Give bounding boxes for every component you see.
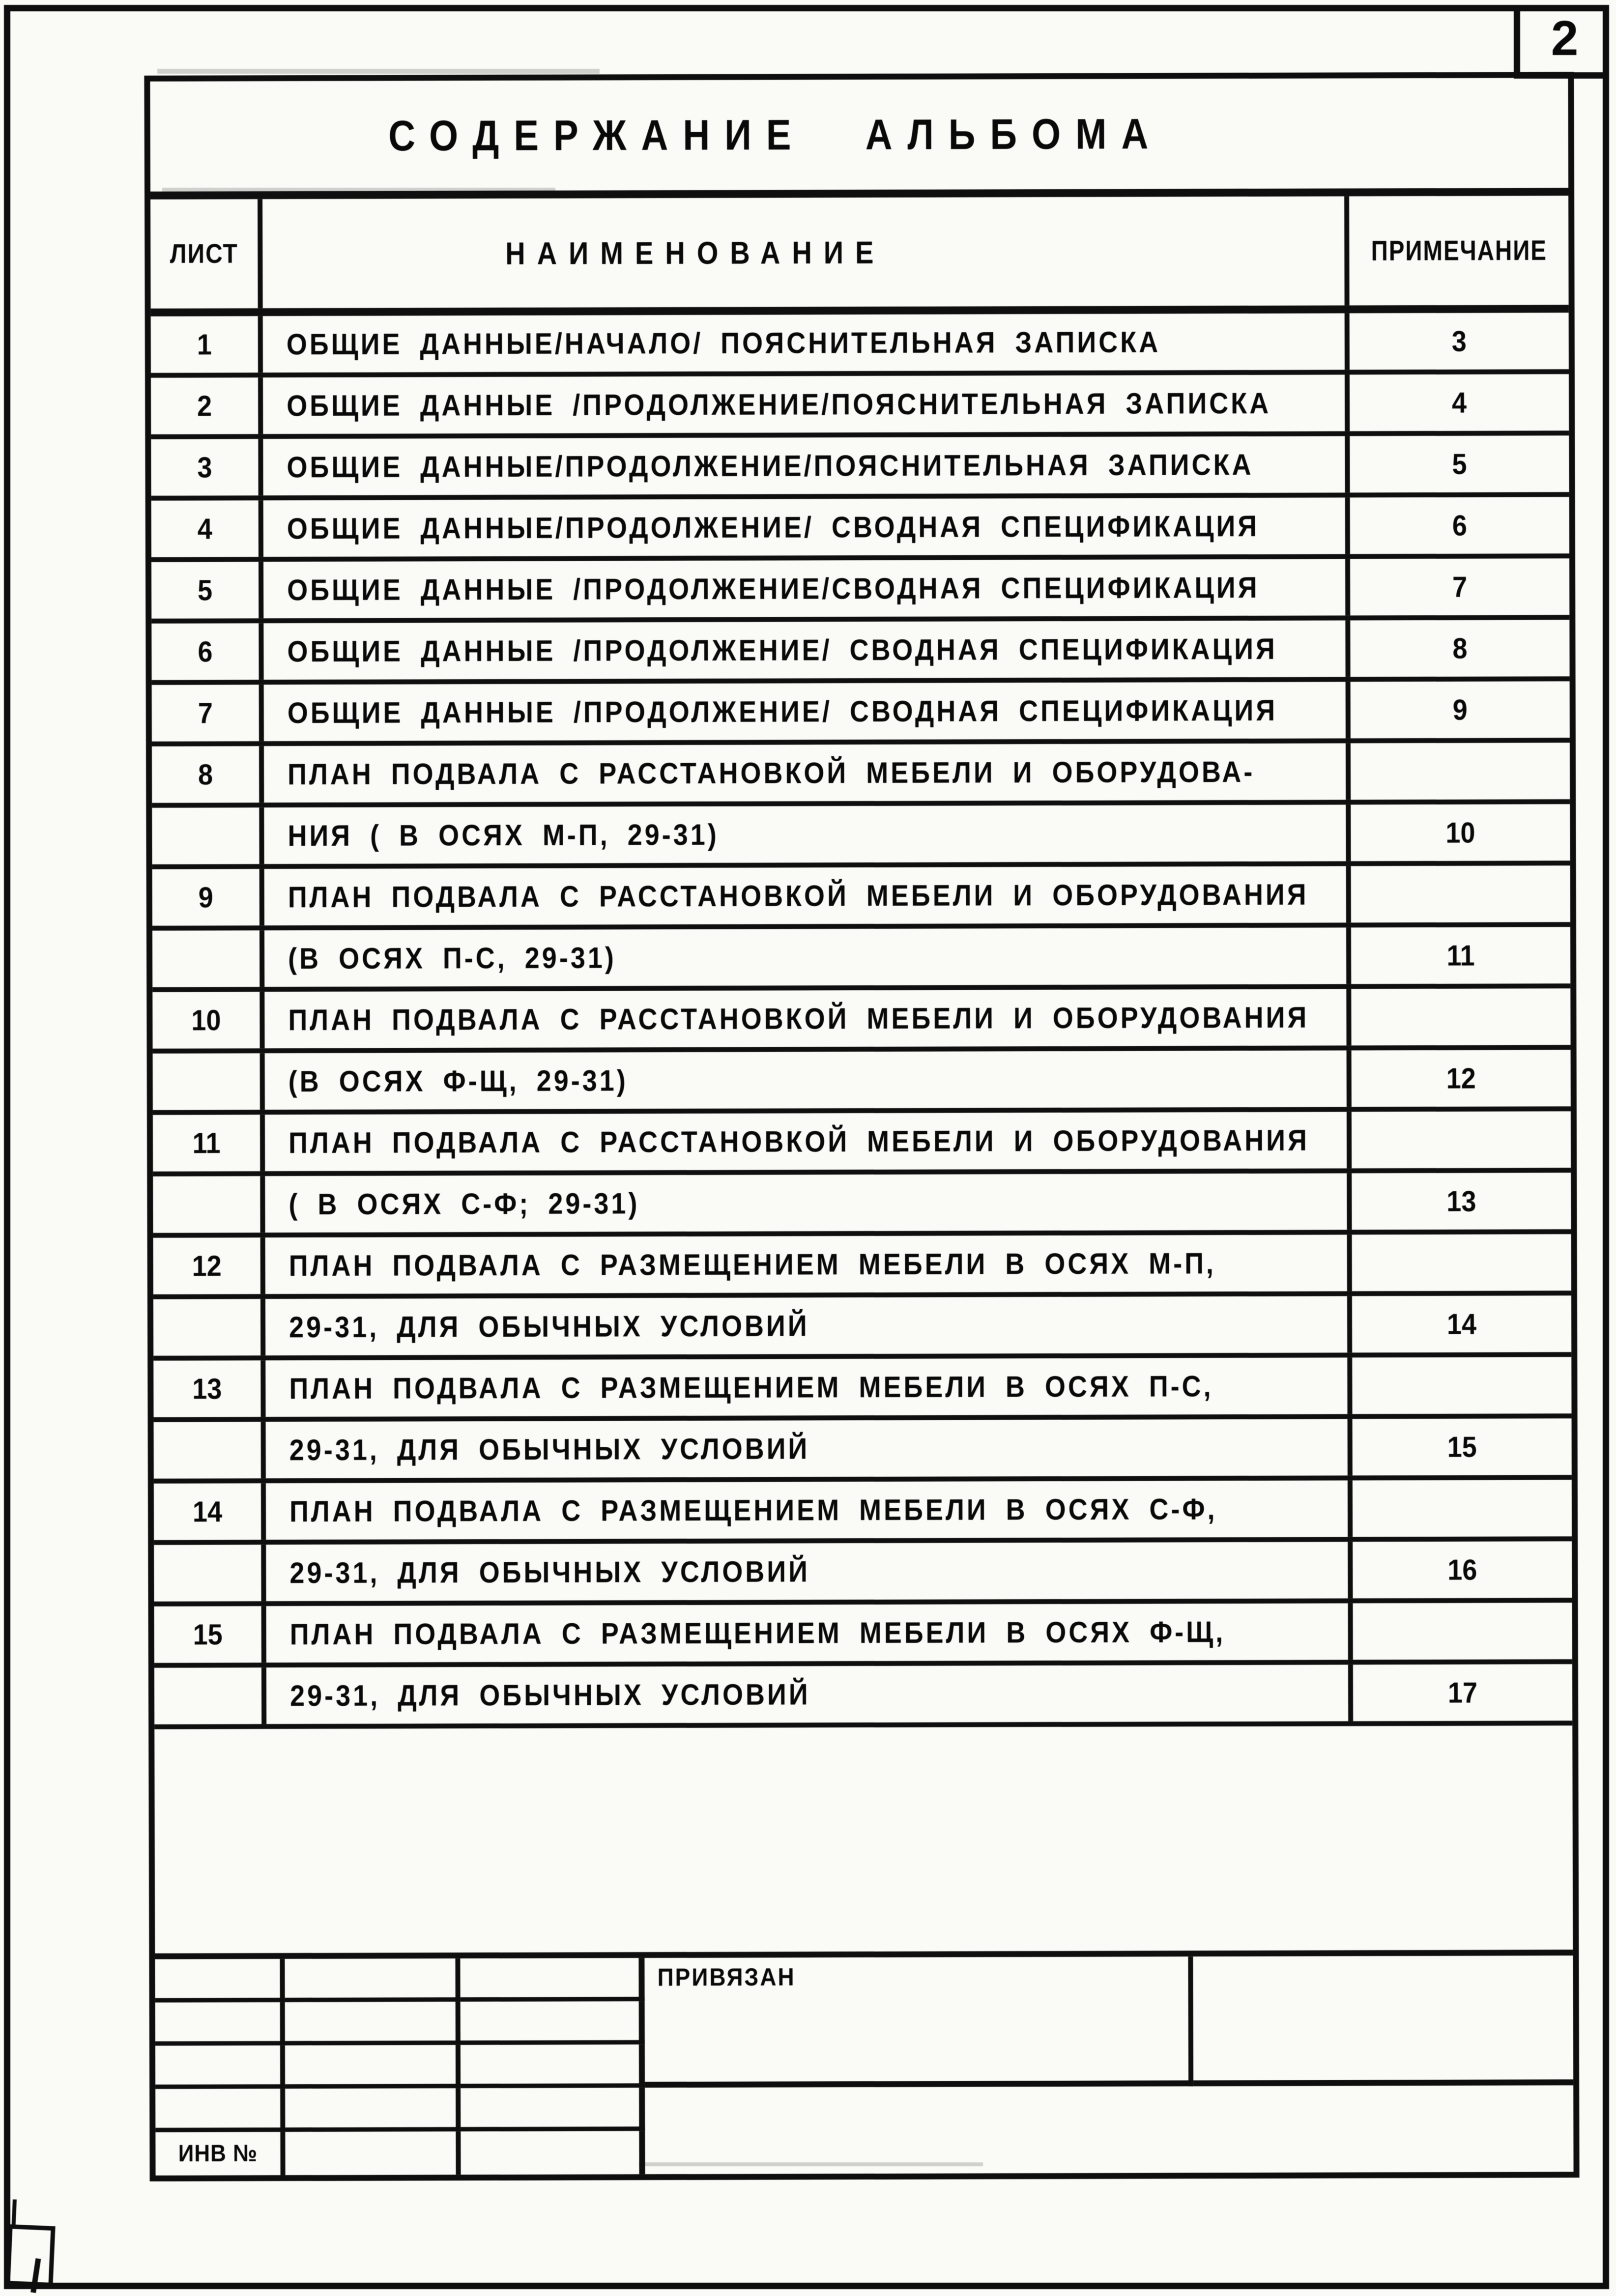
sheet-number: 5 — [151, 562, 263, 619]
row-title: ОБЩИЕ ДАННЫЕ/ПРОДОЛЖЕНИЕ/ СВОДНАЯ СПЕЦИФИКАЦИЯ — [263, 497, 1350, 557]
row-title: ПЛАН ПОДВАЛА С РАССТАНОВКОЙ МЕБЕЛИ И ОБОРУДОВАНИЯ — [265, 1112, 1352, 1171]
stamp-cell — [461, 2001, 645, 2045]
scan-smudge — [162, 188, 555, 192]
row-title: ПЛАН ПОДВАЛА С РАЗМЕЩЕНИЕМ МЕБЕЛИ В ОСЯХ М-П, — [265, 1234, 1352, 1294]
row-title: 29-31, ДЛЯ ОБЫЧНЫХ УСЛОВИЙ — [266, 1419, 1353, 1478]
sheet-number — [154, 1422, 266, 1479]
table-row — [153, 1111, 1571, 1177]
note-page: 16 — [1447, 1553, 1477, 1586]
empty-area — [154, 1725, 1573, 1959]
sheet-number: 2 — [151, 377, 263, 434]
table-row — [154, 1418, 1572, 1484]
table-row — [153, 1173, 1571, 1238]
note-page: 6 — [1452, 509, 1467, 542]
row-title: ОБЩИЕ ДАННЫЕ/ПРОДОЛЖЕНИЕ/ПОЯСНИТЕЛЬНАЯ ЗАПИСКА — [263, 436, 1350, 495]
row-title: ПЛАН ПОДВАЛА С РАССТАНОВКОЙ МЕБЕЛИ И ОБОРУДОВАНИЯ — [264, 989, 1351, 1048]
sheet-number: 6 — [151, 623, 263, 680]
table-row — [152, 804, 1570, 869]
note-page — [1351, 865, 1570, 922]
row-title: (В ОСЯХ Ф-Щ, 29-31) — [265, 1050, 1352, 1110]
stamp-cell — [285, 2131, 461, 2175]
note-page: 11 — [1446, 939, 1475, 972]
table-row — [152, 865, 1570, 931]
row-title: ( В ОСЯХ С-Ф; 29-31) — [265, 1173, 1352, 1233]
stamp-cell — [285, 2002, 461, 2045]
table-row — [152, 988, 1570, 1054]
stamp-cell — [460, 1958, 644, 2002]
row-title: ПЛАН ПОДВАЛА С РАССТАНОВКОЙ МЕБЕЛИ И ОБОРУДОВАНИЯ — [264, 866, 1351, 925]
row-title: 29-31, ДЛЯ ОБЫЧНЫХ УСЛОВИЙ — [266, 1665, 1353, 1724]
row-title: ПЛАН ПОДВАЛА С РАССТАНОВКОЙ МЕБЕЛИ И ОБОРУДОВА- — [264, 743, 1351, 803]
stamp-cell — [285, 2088, 461, 2132]
note-page — [1352, 1357, 1571, 1414]
row-title: (В ОСЯХ П-С, 29-31) — [264, 927, 1351, 987]
row-title: ПЛАН ПОДВАЛА С РАЗМЕЩЕНИЕМ МЕБЕЛИ В ОСЯХ Ф-Щ, — [266, 1603, 1353, 1663]
stamp-cell — [461, 2044, 645, 2088]
header-note: ПРИМЕЧАНИЕ — [1371, 234, 1547, 267]
table-row — [153, 1234, 1571, 1299]
stamp-cell — [461, 2088, 645, 2131]
table-row — [154, 1603, 1572, 1668]
table-row — [153, 1050, 1571, 1115]
stamp-cell — [155, 2045, 285, 2089]
table-row — [151, 497, 1569, 562]
scan-smudge — [157, 69, 600, 74]
corner-registration-mark — [5, 2224, 55, 2287]
privyazan-label: ПРИВЯЗАН — [657, 1962, 796, 1991]
page-number-box — [1514, 5, 1609, 79]
note-page: 12 — [1446, 1062, 1476, 1095]
note-page — [1352, 1234, 1571, 1291]
table-row — [154, 1541, 1572, 1607]
stamp-cell — [285, 1958, 460, 2002]
note-page: 7 — [1452, 571, 1468, 603]
sheet-number: 13 — [153, 1360, 265, 1417]
note-page — [1353, 1603, 1572, 1660]
table-row — [151, 374, 1569, 439]
scan-smudge — [639, 2162, 983, 2166]
table-row — [151, 313, 1569, 378]
sheet-number: 7 — [152, 685, 264, 742]
inventory-number-label: ИНВ № — [178, 2140, 258, 2167]
row-title: ПЛАН ПОДВАЛА С РАЗМЕЩЕНИЕМ МЕБЕЛИ В ОСЯХ С-Ф, — [266, 1480, 1353, 1540]
note-page — [1352, 1111, 1571, 1168]
stamp-cell — [155, 1959, 285, 2003]
sheet-number: 12 — [153, 1237, 265, 1294]
sheet-number — [154, 1545, 266, 1602]
table-row — [152, 927, 1570, 992]
table-header-row — [150, 196, 1569, 316]
sheet-number: 9 — [152, 869, 264, 926]
sheet-number — [153, 1299, 265, 1356]
sheet-number: 15 — [154, 1606, 266, 1663]
row-title: ОБЩИЕ ДАННЫЕ/НАЧАЛО/ ПОЯСНИТЕЛЬНАЯ ЗАПИСКА — [263, 313, 1350, 373]
table-row — [152, 681, 1570, 746]
row-title: ОБЩИЕ ДАННЫЕ /ПРОДОЛЖЕНИЕ/СВОДНАЯ СПЕЦИФИКАЦИЯ — [263, 559, 1350, 618]
album-title: СОДЕРЖАНИЕ АЛЬБОМА — [388, 110, 1163, 160]
sheet-number — [154, 1667, 266, 1724]
sheet-number: 8 — [152, 746, 264, 803]
table-body — [151, 313, 1573, 1729]
page-number: 2 — [1551, 11, 1579, 66]
row-title: НИЯ ( В ОСЯХ М-П, 29-31) — [264, 804, 1351, 864]
row-title: ОБЩИЕ ДАННЫЕ /ПРОДОЛЖЕНИЕ/ СВОДНАЯ СПЕЦИФИКАЦИЯ — [264, 682, 1351, 741]
sheet-number: 11 — [153, 1115, 265, 1172]
stamp-right-cell — [1193, 1955, 1573, 2086]
note-page: 9 — [1452, 693, 1468, 726]
header-sheet: ЛИСТ — [150, 199, 263, 309]
sheet-number — [152, 807, 264, 864]
contents-table — [144, 72, 1579, 2181]
table-row — [153, 1357, 1571, 1422]
title-block-grid — [155, 1958, 645, 2176]
table-row — [151, 558, 1569, 624]
sheet-number: 4 — [151, 500, 263, 557]
note-page: 4 — [1452, 386, 1467, 419]
note-page: 10 — [1445, 816, 1475, 849]
row-title: 29-31, ДЛЯ ОБЫЧНЫХ УСЛОВИЙ — [265, 1296, 1352, 1355]
table-row — [153, 1295, 1571, 1361]
stamp-cell — [155, 2089, 285, 2132]
sheet-number — [153, 1176, 265, 1233]
title-block — [155, 1955, 1573, 2176]
note-page: 8 — [1452, 632, 1468, 665]
note-page: 5 — [1452, 448, 1467, 481]
note-page: 3 — [1451, 325, 1467, 358]
stamp-cell — [155, 2002, 285, 2046]
note-page — [1351, 988, 1570, 1045]
sheet-number — [152, 930, 264, 987]
sheet-number — [153, 1053, 265, 1110]
note-page — [1353, 1480, 1572, 1537]
note-page: 13 — [1446, 1185, 1476, 1218]
stamp-cell — [285, 2045, 461, 2089]
sheet-number: 14 — [154, 1483, 266, 1540]
table-row — [154, 1664, 1572, 1729]
sheet-number: 1 — [151, 316, 263, 373]
row-title: ОБЩИЕ ДАННЫЕ /ПРОДОЛЖЕНИЕ/ СВОДНАЯ СПЕЦИФИКАЦИЯ — [263, 620, 1350, 680]
inventory-number-cell — [155, 2132, 285, 2176]
row-title: ПЛАН ПОДВАЛА С РАЗМЕЩЕНИЕМ МЕБЕЛИ В ОСЯХ П-С, — [265, 1357, 1352, 1417]
stamp-cell — [461, 2131, 645, 2175]
header-name: НАИМЕНОВАНИЕ — [262, 196, 1350, 308]
row-title: 29-31, ДЛЯ ОБЫЧНЫХ УСЛОВИЙ — [266, 1542, 1353, 1601]
table-row — [151, 435, 1569, 501]
table-row — [152, 743, 1570, 808]
privyazan-cell — [644, 1956, 1193, 2088]
table-row — [151, 620, 1569, 685]
note-page: 14 — [1446, 1308, 1477, 1341]
table-row — [154, 1480, 1572, 1545]
note-page: 17 — [1447, 1676, 1478, 1709]
note-page — [1351, 743, 1570, 800]
sheet-number: 3 — [151, 439, 263, 496]
note-page: 15 — [1447, 1431, 1477, 1464]
row-title: ОБЩИЕ ДАННЫЕ /ПРОДОЛЖЕНИЕ/ПОЯСНИТЕЛЬНАЯ ЗАПИСКА — [263, 374, 1350, 434]
sheet-number: 10 — [152, 992, 264, 1049]
album-title-row — [150, 78, 1568, 200]
